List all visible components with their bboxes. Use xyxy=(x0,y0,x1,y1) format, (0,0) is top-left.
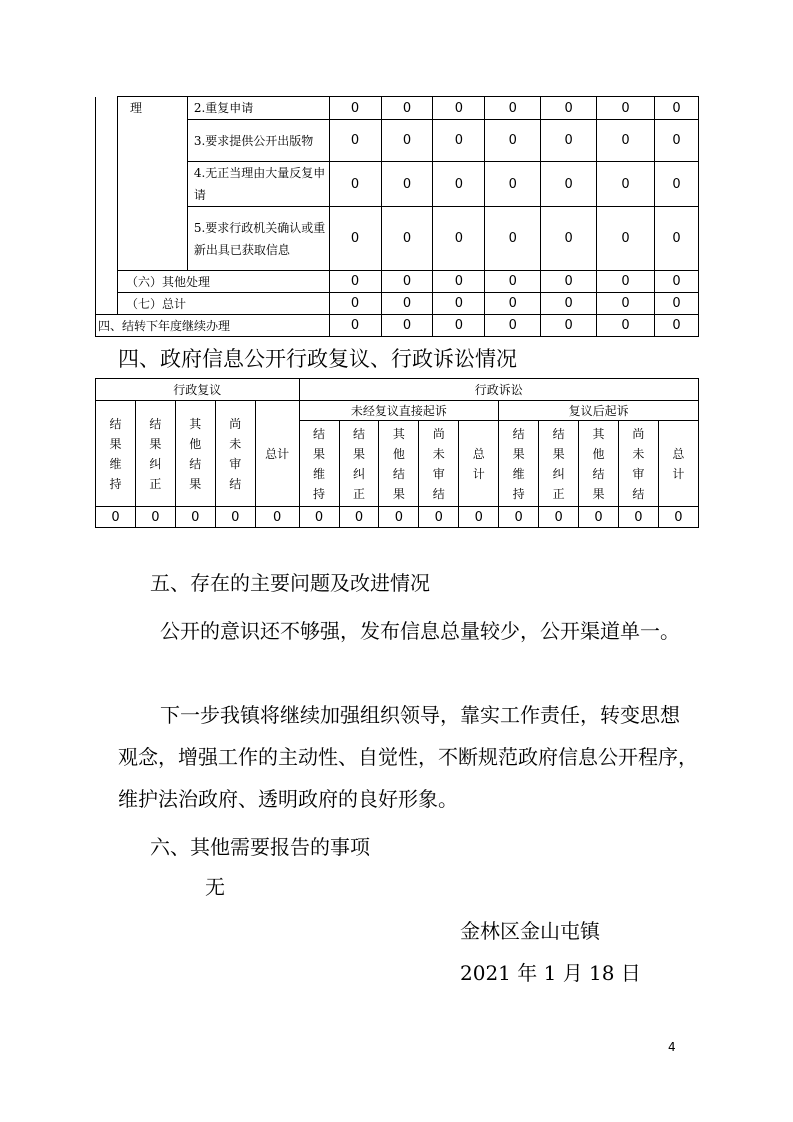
col-header: 总计 xyxy=(255,401,299,507)
cell-value: 0 xyxy=(655,293,699,315)
row-label: （七）总计 xyxy=(117,293,329,315)
cell-value: 0 xyxy=(485,207,541,271)
cell-value: 0 xyxy=(539,507,579,528)
col-header: 结果纠正 xyxy=(339,421,379,507)
cell-value: 0 xyxy=(381,162,433,207)
cell-value: 0 xyxy=(655,120,699,162)
cell-value: 0 xyxy=(597,97,655,120)
cell-value: 0 xyxy=(381,271,433,293)
col-header: 总计 xyxy=(459,421,499,507)
cell-value: 0 xyxy=(597,120,655,162)
cell-value: 0 xyxy=(329,97,381,120)
row-label: 4.无正当理由大量反复申请 xyxy=(187,162,329,207)
cell-value: 0 xyxy=(485,271,541,293)
table-row xyxy=(96,507,699,528)
cell-value: 0 xyxy=(329,293,381,315)
col-header: 结果维持 xyxy=(499,421,539,507)
section-4-title: 四、政府信息公开行政复议、行政诉讼情况 xyxy=(118,347,517,371)
col-header: 结果维持 xyxy=(96,401,136,507)
cell-value: 0 xyxy=(381,97,433,120)
cell-value: 0 xyxy=(329,162,381,207)
cell-value: 0 xyxy=(96,507,136,528)
cell-value: 0 xyxy=(597,162,655,207)
cell-value: 0 xyxy=(655,97,699,120)
cell-value: 0 xyxy=(433,162,485,207)
row-label: （六）其他处理 xyxy=(117,271,329,293)
cell-value: 0 xyxy=(419,507,459,528)
col-header: 其他结果 xyxy=(379,421,419,507)
row-label: 2.重复申请 xyxy=(187,97,329,120)
admin-litigation-header: 行政诉讼 xyxy=(299,379,698,401)
cell-value: 0 xyxy=(541,207,597,271)
table-row xyxy=(96,379,699,401)
col-header: 其他结果 xyxy=(579,421,619,507)
page-number: 4 xyxy=(668,1040,676,1054)
cell-value: 0 xyxy=(381,315,433,337)
cell-value: 0 xyxy=(655,271,699,293)
col-header: 尚未审结 xyxy=(215,401,255,507)
cell-value: 0 xyxy=(433,271,485,293)
admin-review-header: 行政复议 xyxy=(96,379,300,401)
after-review-header: 复议后起诉 xyxy=(499,401,699,421)
cell-value: 0 xyxy=(175,507,215,528)
blank-cell xyxy=(96,97,118,315)
col-header: 总计 xyxy=(658,421,698,507)
review-litigation-table xyxy=(95,378,699,528)
cell-value: 0 xyxy=(541,315,597,337)
table-row xyxy=(96,401,699,421)
section-6-body: 无 xyxy=(205,875,225,899)
cell-value: 0 xyxy=(381,120,433,162)
cell-value: 0 xyxy=(255,507,299,528)
row-label: 3.要求提供公开出版物 xyxy=(187,120,329,162)
signature: 金林区金山屯镇 xyxy=(460,919,600,943)
cell-value: 0 xyxy=(433,293,485,315)
col-header: 结果纠正 xyxy=(539,421,579,507)
application-handling-table xyxy=(95,96,699,337)
cell-value: 0 xyxy=(485,97,541,120)
paragraph-1: 公开的意识还不够强，发布信息总量较少，公开渠道单一。 xyxy=(160,619,680,643)
cell-value: 0 xyxy=(433,120,485,162)
cell-value: 0 xyxy=(381,207,433,271)
cell-value: 0 xyxy=(329,120,381,162)
cell-value: 0 xyxy=(597,271,655,293)
col-header: 尚未审结 xyxy=(419,421,459,507)
direct-suit-header: 未经复议直接起诉 xyxy=(299,401,499,421)
cell-value: 0 xyxy=(655,162,699,207)
col-header: 结果维持 xyxy=(299,421,339,507)
cell-value: 0 xyxy=(339,507,379,528)
cell-value: 0 xyxy=(541,293,597,315)
paragraph-2: 下一步我镇将继续加强组织领导，靠实工作责任，转变思想观念，增强工作的主动性、自觉性，不断规范政府信息公开程序，维护法治政府、透明政府的良好形象。 xyxy=(118,703,698,811)
cell-value: 0 xyxy=(597,207,655,271)
cell-value: 0 xyxy=(541,97,597,120)
row-label: 四、结转下年度继续办理 xyxy=(96,315,330,337)
table-row xyxy=(96,293,699,315)
cell-value: 0 xyxy=(541,271,597,293)
cell-value: 0 xyxy=(655,315,699,337)
cell-value: 0 xyxy=(597,315,655,337)
cell-value: 0 xyxy=(541,162,597,207)
cell-value: 0 xyxy=(485,120,541,162)
col-header: 尚未审结 xyxy=(618,421,658,507)
table-row xyxy=(96,97,699,120)
cell-value: 0 xyxy=(618,507,658,528)
cell-value: 0 xyxy=(658,507,698,528)
cell-value: 0 xyxy=(579,507,619,528)
cell-value: 0 xyxy=(381,293,433,315)
cell-value: 0 xyxy=(329,271,381,293)
cell-value: 0 xyxy=(215,507,255,528)
section-6-title: 六、其他需要报告的事项 xyxy=(150,835,370,859)
col-header: 结果纠正 xyxy=(135,401,175,507)
cell-value: 0 xyxy=(329,315,381,337)
table-row xyxy=(96,315,699,337)
section-5-title: 五、存在的主要问题及改进情况 xyxy=(150,571,430,595)
cell-value: 0 xyxy=(485,293,541,315)
cell-value: 0 xyxy=(655,207,699,271)
cell-value: 0 xyxy=(433,97,485,120)
date: 2021 年 1 月 18 日 xyxy=(460,961,641,985)
cell-value: 0 xyxy=(459,507,499,528)
col-header: 其他结果 xyxy=(175,401,215,507)
cell-value: 0 xyxy=(379,507,419,528)
cell-value: 0 xyxy=(433,315,485,337)
cell-value: 0 xyxy=(329,207,381,271)
cell-value: 0 xyxy=(541,120,597,162)
cell-value: 0 xyxy=(135,507,175,528)
table-row xyxy=(96,271,699,293)
cell-value: 0 xyxy=(597,293,655,315)
cell-value: 0 xyxy=(485,315,541,337)
category-cell: 理 xyxy=(117,97,187,271)
cell-value: 0 xyxy=(433,207,485,271)
row-label: 5.要求行政机关确认或重新出具已获取信息 xyxy=(187,207,329,271)
cell-value: 0 xyxy=(485,162,541,207)
cell-value: 0 xyxy=(299,507,339,528)
cell-value: 0 xyxy=(499,507,539,528)
